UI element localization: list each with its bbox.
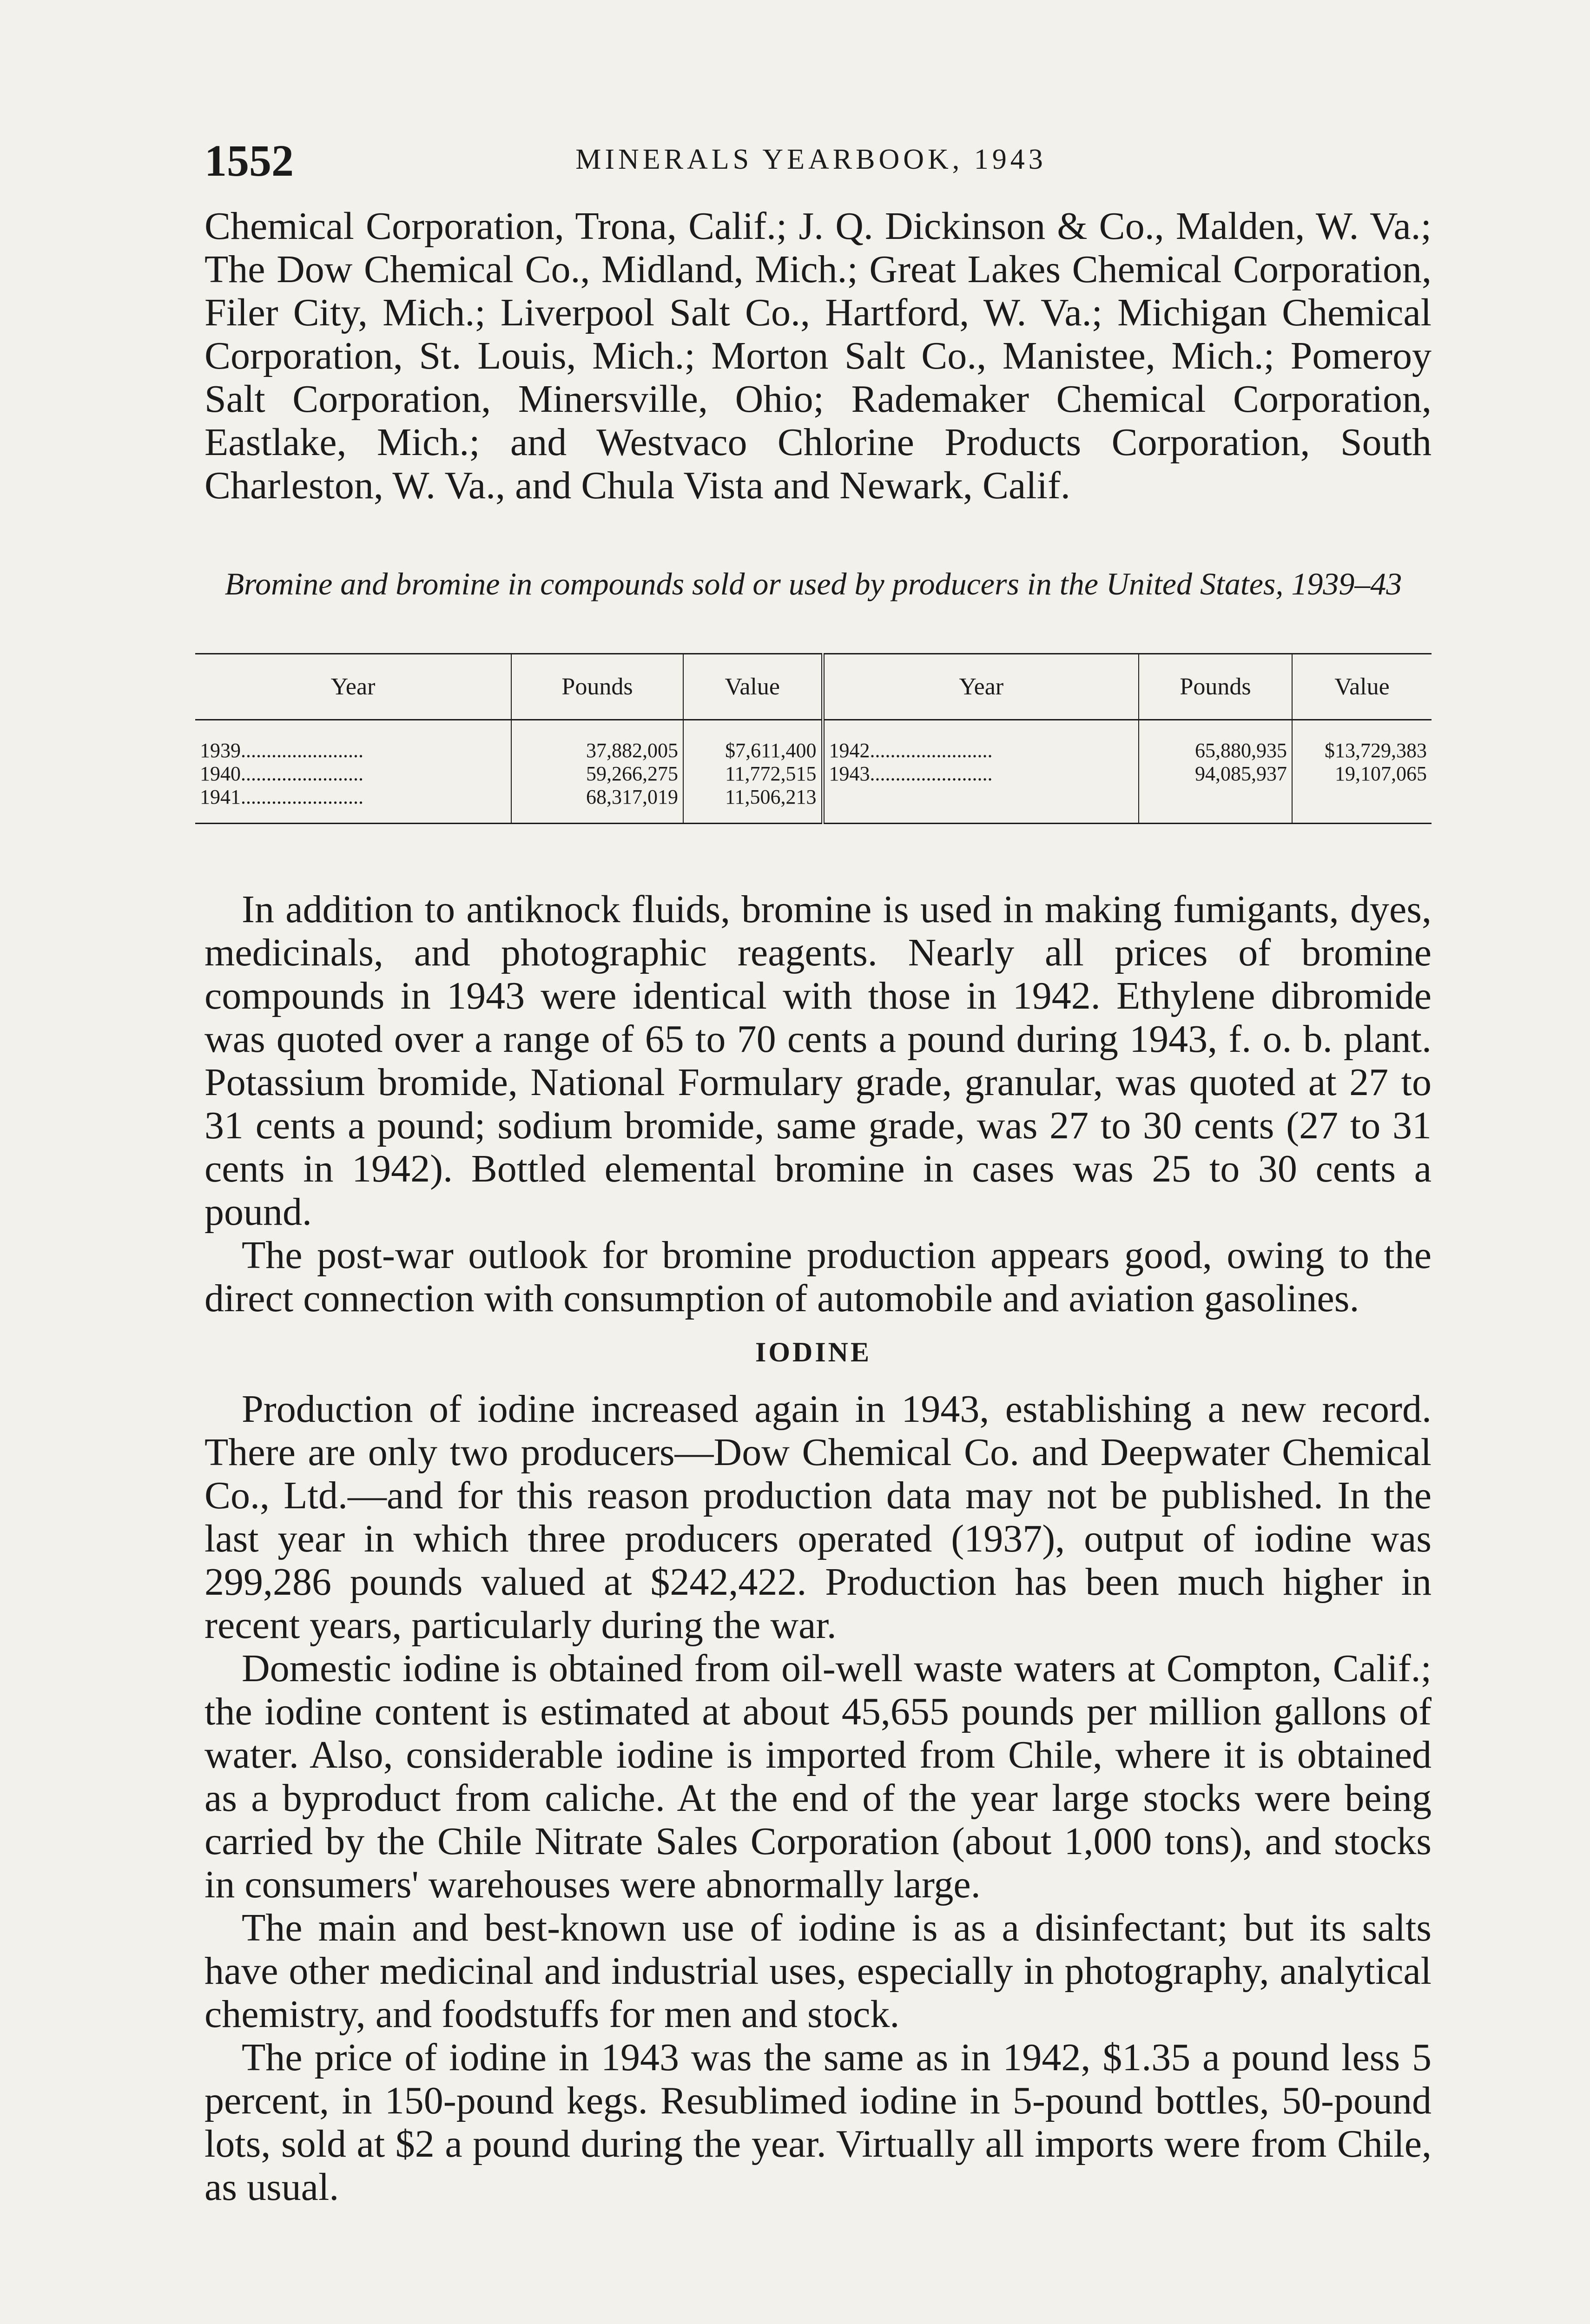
year-value: 1939 <box>200 739 241 762</box>
iodine-sources-paragraph: Domestic iodine is obtained from oil-well waste waters at Compton, Calif.; the iodine content is estimated at about 45,655 pounds per million gallons of water. Also, considerable iodine is imported from Chile, where it is obtained as a byproduct from caliche. At the end of the year large stocks were being carried by the Chile Nitrate Sales Corporation (about 1,000 tons), and stocks in consumers' warehouses were abnormally large. <box>205 1647 1432 1906</box>
header-value-right: Value <box>1292 654 1432 720</box>
header-value-left: Value <box>683 654 823 720</box>
running-title: MINERALS YEARBOOK, 1943 <box>575 144 1047 175</box>
table-row <box>195 762 1432 786</box>
table-caption: Bromine and bromine in compounds sold or used by producers in the United States, 1939–43 <box>224 566 1402 601</box>
year-value: 1943 <box>829 762 870 785</box>
pounds-cell: 65,880,935 <box>1139 720 1292 763</box>
header-pounds-left: Pounds <box>511 654 683 720</box>
bromine-sales-table <box>195 653 1432 824</box>
table-header-row <box>195 654 1432 720</box>
year-cell: 1940........................ <box>195 762 511 786</box>
value-cell: $7,611,400 <box>683 720 823 763</box>
empty-cell <box>1292 786 1432 824</box>
table-row <box>195 720 1432 763</box>
table-row <box>195 786 1432 824</box>
header-year-right: Year <box>823 654 1139 720</box>
iodine-production-paragraph: Production of iodine increased again in 1943, establishing a new record. There are only two producers—Dow Chemical Co. and Deepwater Chemical Co., Ltd.—and for this reason production data may not be published. In the last year in which three producers operated (1937), output of iodine was 299,286 pounds valued at $242,422. Production has been much higher in recent years, particularly during the war. <box>205 1387 1432 1647</box>
iodine-text-block <box>205 1387 1432 2209</box>
year-value: 1941 <box>200 786 241 808</box>
year-cell: 1941........................ <box>195 786 511 824</box>
year-cell: 1939........................ <box>195 720 511 763</box>
bromine-table-container <box>195 653 1432 824</box>
value-cell: 11,772,515 <box>683 762 823 786</box>
pounds-cell: 59,266,275 <box>511 762 683 786</box>
iodine-uses-paragraph: The main and best-known use of iodine is as a disinfectant; but its salts have other medicinal and industrial uses, especially in photography, analytical chemistry, and foodstuffs for men and stock. <box>205 1906 1432 2036</box>
page-header <box>195 135 1427 191</box>
pounds-cell: 37,882,005 <box>511 720 683 763</box>
bromine-outlook-paragraph: The post-war outlook for bromine production appears good, owing to the direct connection with consumption of automobile and aviation gasolines. <box>205 1234 1432 1320</box>
intro-paragraph-block <box>205 205 1432 507</box>
bromine-text-block <box>205 888 1432 1320</box>
year-value: 1942 <box>829 739 870 762</box>
iodine-price-paragraph: The price of iodine in 1943 was the same as in 1942, $1.35 a pound less 5 percent, in 150-pound kegs. Resublimed iodine in 5-pound bottles, 50-pound lots, sold at $2 a pound during the year. Virtually all imports were from Chile, as usual. <box>205 2036 1432 2209</box>
pounds-cell: 68,317,019 <box>511 786 683 824</box>
empty-cell <box>1139 786 1292 824</box>
year-cell: 1942........................ <box>823 720 1139 763</box>
empty-cell <box>823 786 1139 824</box>
value-cell: $13,729,383 <box>1325 739 1427 762</box>
value-cell: 19,107,065 <box>1335 762 1427 785</box>
header-pounds-right: Pounds <box>1139 654 1292 720</box>
bromine-uses-paragraph: In addition to antiknock fluids, bromine is used in making fumigants, dyes, medicinals, and photographic reagents. Nearly all prices of bromine compounds in 1943 were identical with those in 1942. Ethylene dibromide was quoted over a range of 65 to 70 cents a pound during 1943, f. o. b. plant. Potassium bromide, National Formulary grade, granular, was quoted at 27 to 31 cents a pound; sodium bromide, same grade, was 27 to 30 cents (27 to 31 cents in 1942). Bottled elemental bromine in cases was 25 to 30 cents a pound. <box>205 888 1432 1234</box>
iodine-section-heading: IODINE <box>755 1337 872 1367</box>
header-year-left: Year <box>195 654 511 720</box>
intro-paragraph: Chemical Corporation, Trona, Calif.; J. Q. Dickinson & Co., Malden, W. Va.; The Dow Chemical Co., Midland, Mich.; Great Lakes Chemical Corporation, Filer City, Mich.; Liverpool Salt Co., Hartford, W. Va.; Michigan Chemical Corporation, St. Louis, Mich.; Morton Salt Co., Manistee, Mich.; Pomeroy Salt Corporation, Minersville, Ohio; Rademaker Chemical Corporation, Eastlake, Mich.; and Westvaco Chlorine Products Corporation, South Charleston, W. Va., and Chula Vista and Newark, Calif. <box>205 205 1432 507</box>
page-number: 1552 <box>205 136 294 185</box>
year-cell: 1943........................ <box>823 762 1139 786</box>
year-value: 1940 <box>200 762 241 785</box>
value-cell: 11,506,213 <box>683 786 823 824</box>
pounds-cell: 94,085,937 <box>1139 762 1292 786</box>
